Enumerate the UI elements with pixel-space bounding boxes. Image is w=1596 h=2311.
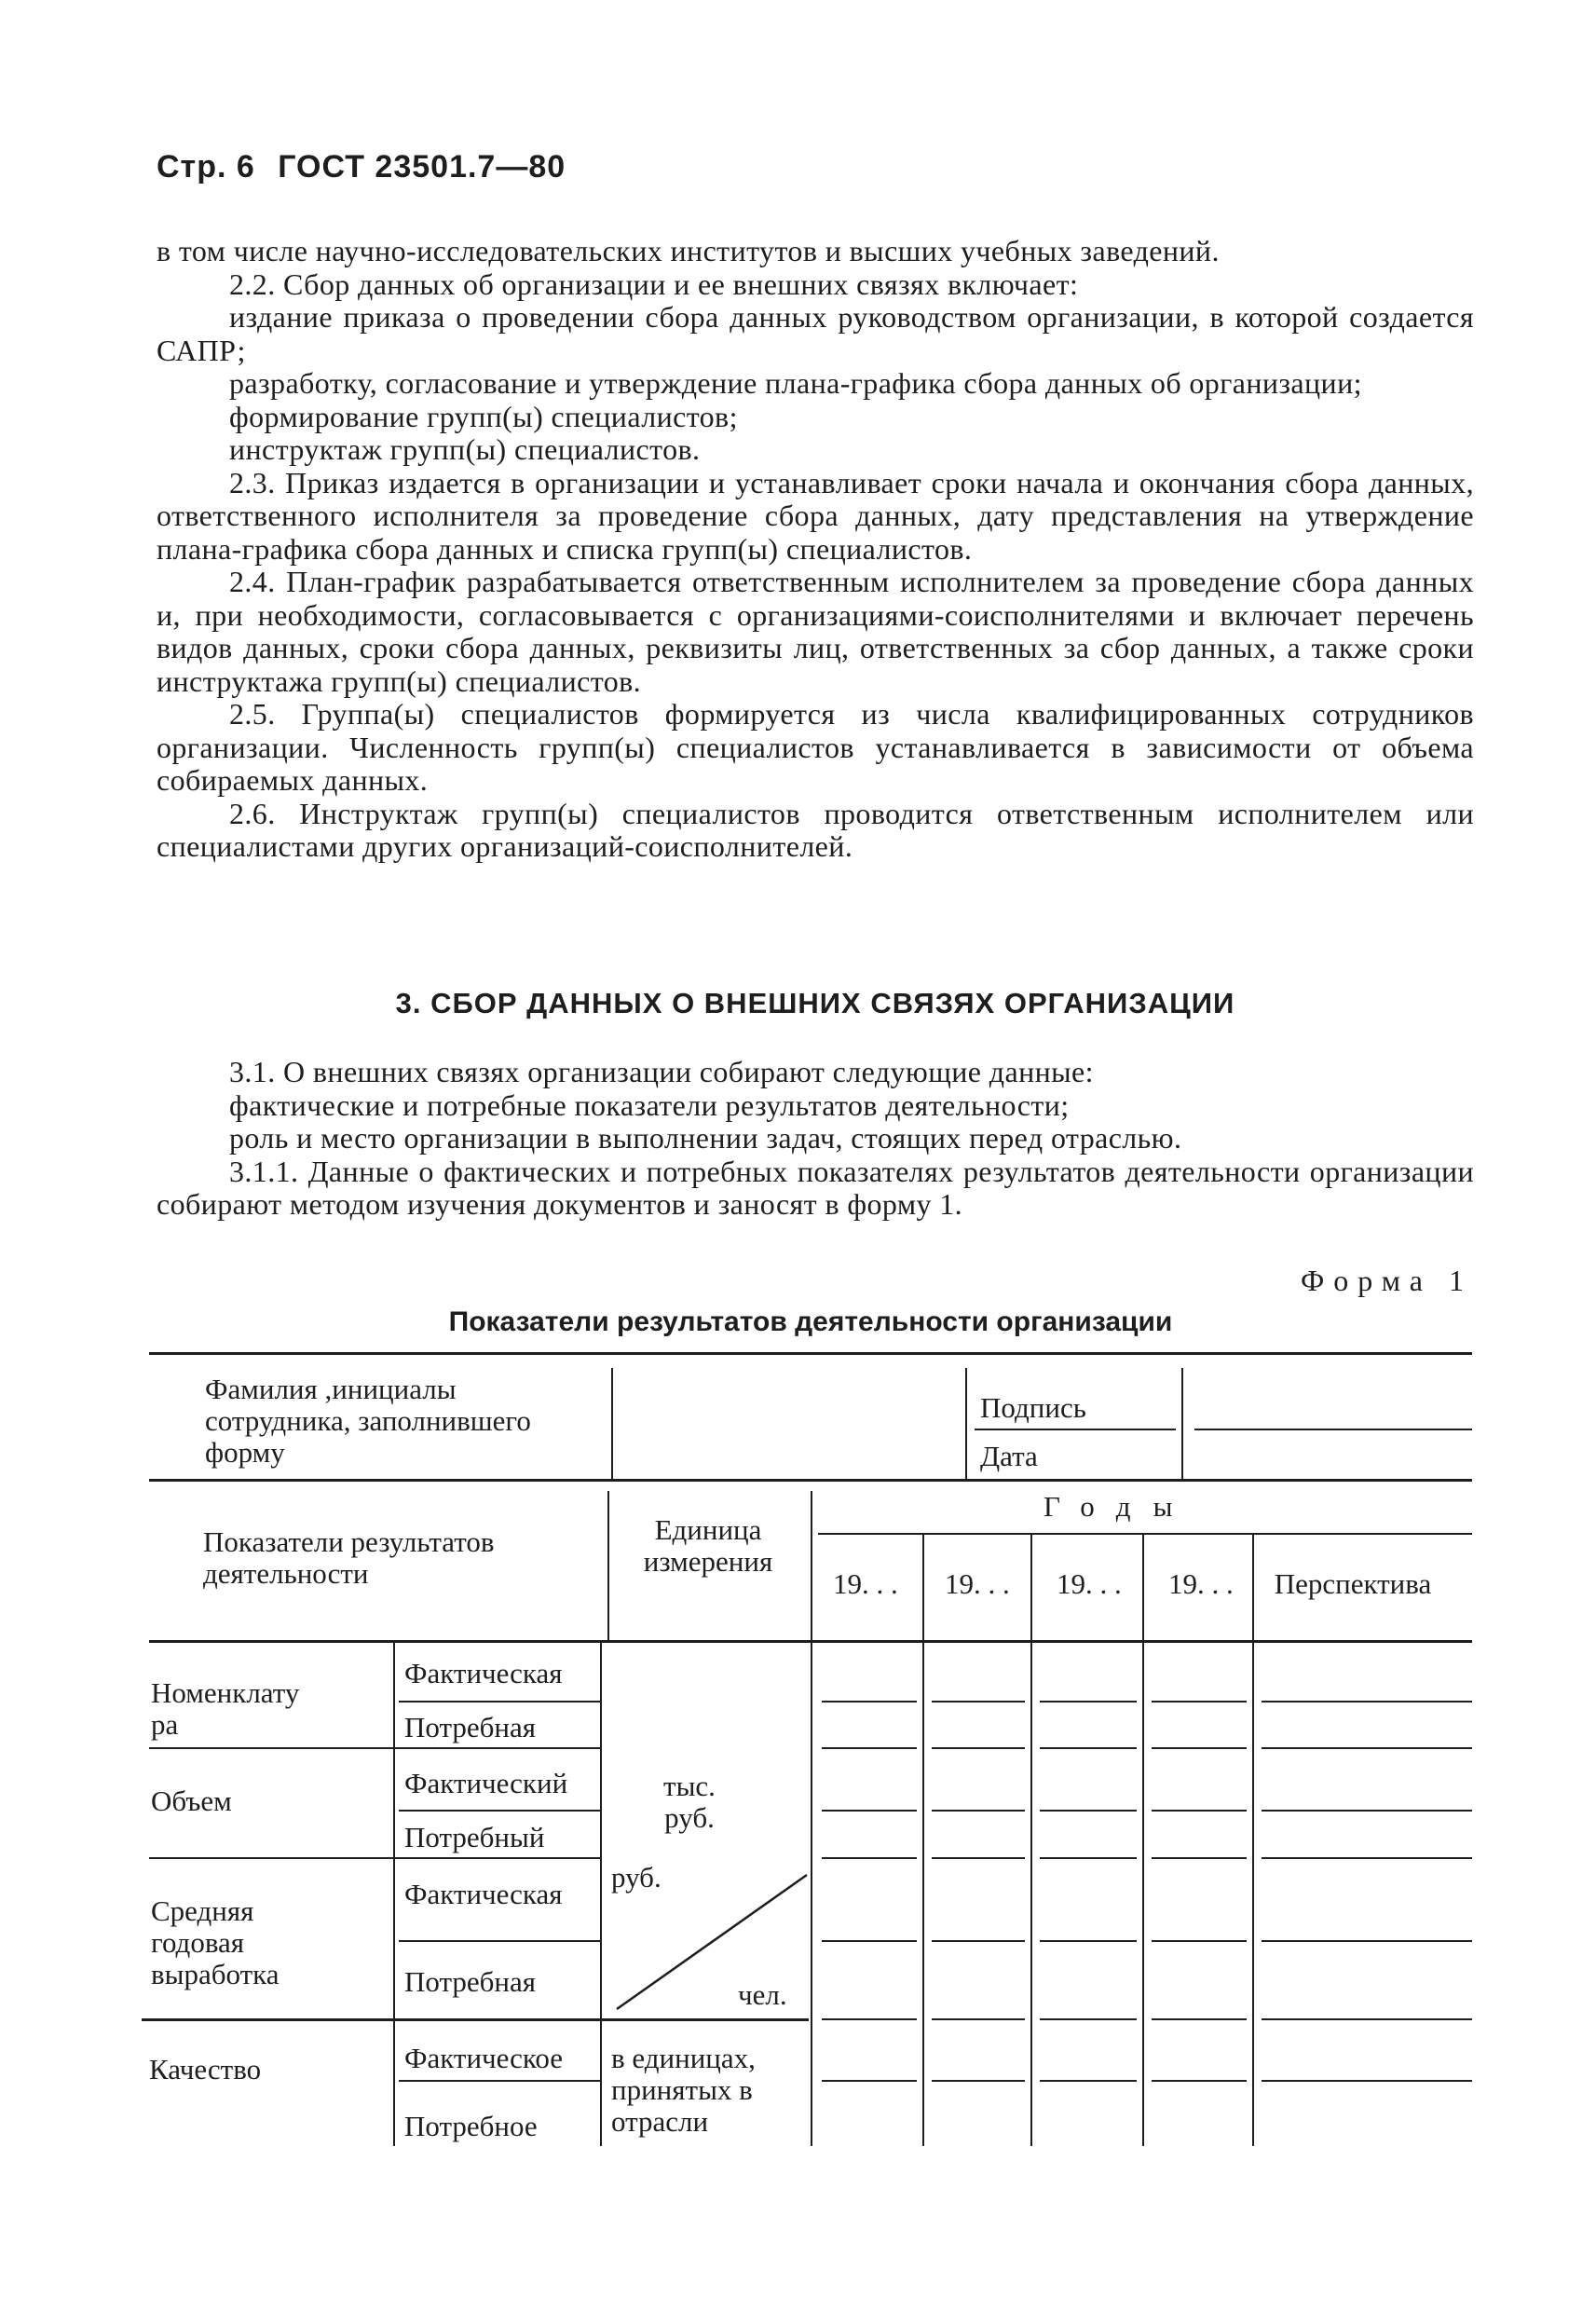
row-needed: Потребная (404, 1965, 537, 1998)
years-header: Годы (1044, 1490, 1195, 1523)
row-unit: тыс. руб. (663, 1770, 716, 1834)
paragraph: инструктаж групп(ы) специалистов. (229, 432, 701, 466)
row-needed: Потребное (404, 2110, 538, 2142)
year-column: 19. . . (945, 1567, 1010, 1600)
indicators-header: Показатели результатов деятельности (203, 1525, 495, 1590)
paragraph: фактические и потребные показатели результатов деятельности; (229, 1087, 1070, 1122)
paragraph: 2.2. Сбор данных об организации и ее внешних связях включает: (229, 267, 1079, 301)
standard-number: ГОСТ 23501.7—80 (278, 149, 566, 185)
signature-label: Подпись (980, 1391, 1086, 1424)
perspective-column: Перспектива (1274, 1567, 1432, 1600)
filler-label: Фамилия ,инициалы сотрудника, заполнившего форму (205, 1373, 531, 1469)
row-actual: Фактический (404, 1767, 568, 1799)
paragraph: 3.1.1. Данные о фактических и потребных показателях результатов деятельности организации собирают методом изучения документов и заносят в форму 1. (157, 1154, 1474, 1221)
form-label: Форма 1 (1300, 1264, 1473, 1297)
row-unit-top: руб. (611, 1861, 662, 1894)
section-heading: 3. СБОР ДАННЫХ О ВНЕШНИХ СВЯЗЯХ ОРГАНИЗАЦИИ (395, 987, 1235, 1019)
row-name-output: Средняя годовая выработка (151, 1894, 280, 1990)
year-column: 19. . . (833, 1567, 898, 1600)
row-name-volume: Объем (151, 1785, 232, 1817)
paragraph: 3.1. О внешних связях организации собирают следующие данные: (229, 1055, 1094, 1088)
row-actual: Фактическая (404, 1657, 563, 1689)
paragraph: формирование групп(ы) специалистов; (229, 399, 738, 433)
row-name-quality: Качество (149, 2053, 262, 2085)
row-actual: Фактическое (404, 2042, 564, 2074)
paragraph: 2.6. Инструктаж групп(ы) специалистов проводится ответственным исполнителем или специалистами других организаций-соисполнителей. (157, 796, 1474, 863)
paragraph: разработку, согласование и утверждение плана-графика сбора данных об организации; (229, 366, 1362, 400)
date-label: Дата (980, 1440, 1038, 1472)
paragraph: 2.4. План-график разрабатывается ответственным исполнителем за проведение сбора данных и, при необходимости, согласовывается с организациями-соисполнителями и включает перечень видов данных, сроки сбора данных, реквизиты лиц, ответственных за сбор данных, а также сроки инструктажа групп(ы) специалистов. (157, 565, 1474, 698)
paragraph: 2.5. Группа(ы) специалистов формируется из числа квалифицированных сотрудников организации. Численность групп(ы) специалистов устанавливается в зависимости от объема собираемых данных. (157, 697, 1474, 797)
row-actual: Фактическая (404, 1878, 563, 1910)
paragraph: роль и место организации в выполнении задач, стоящих перед отраслью. (229, 1121, 1182, 1155)
table-title: Показатели результатов деятельности организации (448, 1306, 1173, 1337)
row-name-nomenclature: Номенклатура (151, 1676, 300, 1741)
row-unit: в единицах, принятых в отрасли (611, 2042, 756, 2138)
year-column: 19. . . (1168, 1567, 1234, 1600)
unit-header: Единица измерения (643, 1513, 773, 1578)
paragraph: 2.3. Приказ издается в организации и устанавливает сроки начала и окончания сбора данных, ответственного исполнителя за проведение сбора данных, дату представления на утверждение плана-графика сбора данных и списка групп(ы) специалистов. (157, 465, 1474, 566)
row-needed: Потребный (404, 1821, 545, 1853)
page-number: Стр. 6 (157, 149, 255, 185)
paragraph: издание приказа о проведении сбора данных руководством организации, в которой создается САПР; (157, 300, 1474, 367)
row-unit-bottom: чел. (738, 1978, 787, 2011)
year-column: 19. . . (1057, 1567, 1122, 1600)
paragraph: в том числе научно-исследовательских институтов и высших учебных заведений. (157, 234, 1220, 267)
row-needed: Потребная (404, 1711, 537, 1744)
